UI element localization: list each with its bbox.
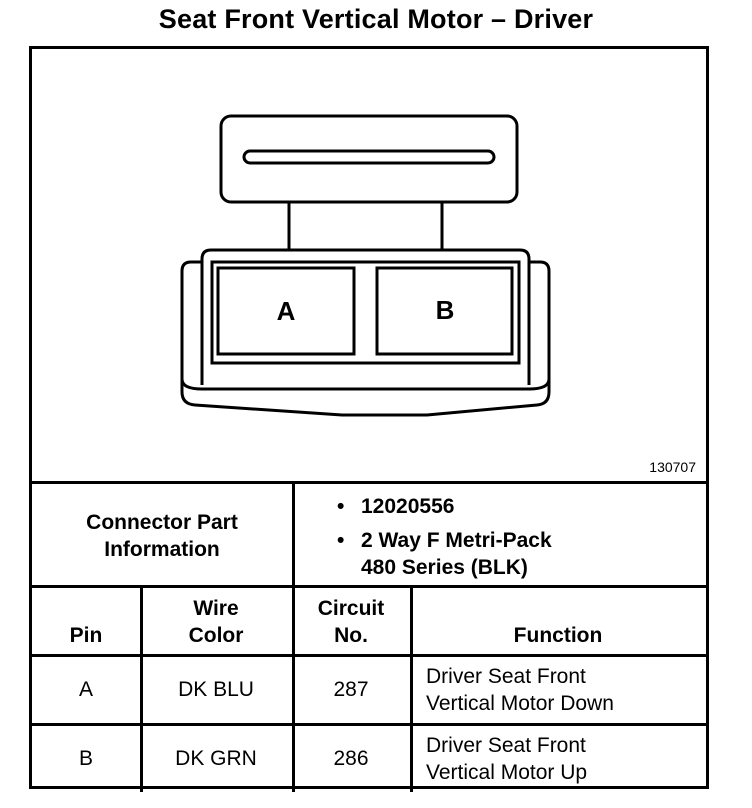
row-a-function-line1: Driver Seat Front [426, 665, 586, 688]
divider-info-bottom [32, 585, 706, 588]
divider-header [32, 654, 706, 657]
connector-frame [29, 46, 709, 789]
row-a-pin: A [78, 678, 93, 701]
header-circuit [292, 595, 410, 649]
page-title: Seat Front Vertical Motor – Driver [158, 4, 594, 34]
connector-description-line2: 480 Series (BLK) [361, 556, 528, 579]
connector-drawing [32, 49, 706, 484]
body-bottom-contour [182, 379, 549, 389]
header-circuit-line1: Circuit [317, 597, 385, 620]
row-a-wire-color: DK BLU [178, 678, 254, 701]
divider-row [32, 723, 706, 726]
header-function: Function [513, 624, 603, 647]
connector-info-label-line1: Connector Part [86, 511, 238, 534]
connector-latch [221, 116, 517, 202]
row-b-function-line1: Driver Seat Front [426, 734, 586, 757]
connector-info-label [32, 509, 292, 563]
figure-number: 130707 [649, 459, 696, 475]
row-a-function [426, 663, 706, 717]
header-wire-color [140, 595, 292, 649]
row-b-pin: B [78, 747, 93, 770]
connector-info-label-line2: Information [104, 538, 220, 561]
bullet-icon: • [337, 529, 345, 552]
connector-diagram [32, 49, 706, 484]
divider-info [292, 481, 295, 585]
bullet-icon: • [337, 495, 345, 518]
inner-housing [212, 262, 519, 363]
part-number: 12020556 [361, 495, 455, 518]
row-a-function-line2: Vertical Motor Down [426, 692, 614, 715]
connector-description-line1: 2 Way F Metri-Pack [361, 529, 552, 552]
row-b-wire-color: DK GRN [175, 747, 257, 770]
divider-diagram [32, 481, 706, 484]
header-wire-color-line2: Color [188, 624, 244, 647]
row-b-function-line2: Vertical Motor Up [426, 761, 588, 784]
row-a-circuit: 287 [333, 678, 369, 701]
row-b-circuit: 286 [333, 747, 369, 770]
pin-label-a: A [276, 296, 296, 326]
column-divider [410, 585, 413, 792]
latch-slot [244, 151, 494, 163]
header-pin: Pin [69, 624, 103, 647]
header-wire-color-line1: Wire [193, 597, 239, 620]
header-circuit-line2: No. [334, 624, 368, 647]
row-b-function [426, 732, 706, 786]
pin-label-b: B [435, 295, 455, 325]
